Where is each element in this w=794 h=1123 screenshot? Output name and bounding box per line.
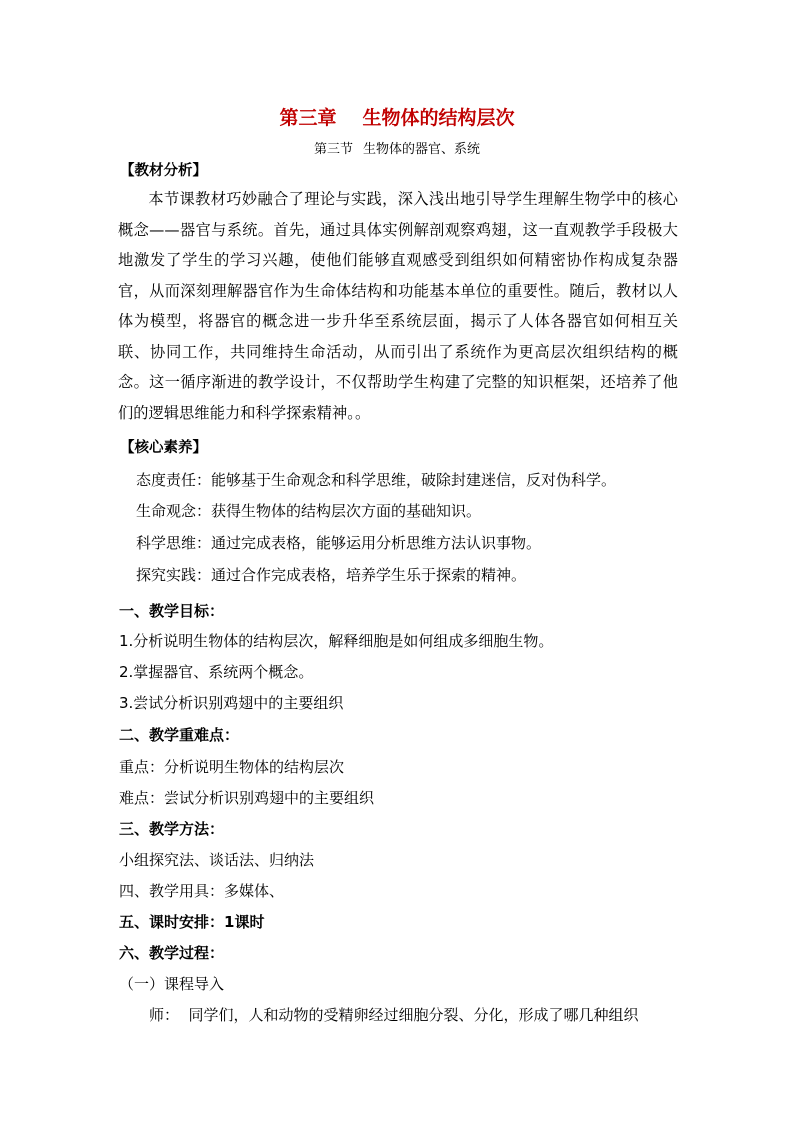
methods-heading: 三、教学方法： — [119, 820, 225, 838]
teacher-line: 师： 同学们，人和动物的受精卵经过细胞分裂、分化，形成了哪几种组织 — [149, 1006, 639, 1024]
literacy-item: 探究实践：通过合作完成表格，培养学生乐于探索的精神。 — [136, 566, 527, 584]
key-points-heading: 二、教学重难点： — [119, 726, 240, 744]
objective-item: 3.尝试分析识别鸡翅中的主要组织 — [119, 694, 344, 712]
section-title — [0, 140, 794, 160]
methods-text: 小组探究法、谈话法、归纳法 — [119, 851, 315, 869]
process-subheading: （一）课程导入 — [119, 975, 225, 993]
objective-item: 2.掌握器官、系统两个概念。 — [119, 663, 314, 681]
chapter-name: 生物体的结构层次 — [362, 107, 515, 129]
chapter-label: 第三章 — [279, 107, 337, 129]
section-label: 第三节 — [313, 142, 353, 157]
objectives-heading: 一、教学目标： — [119, 602, 225, 620]
tools-line: 四、教学用具：多媒体、 — [119, 882, 285, 900]
literacy-heading: 【核心素养】 — [120, 440, 207, 456]
difficult-point: 难点：尝试分析识别鸡翅中的主要组织 — [119, 789, 375, 807]
section-name: 生物体的器官、系统 — [363, 142, 481, 157]
analysis-heading: 【教材分析】 — [120, 163, 207, 179]
literacy-item: 态度责任：能够基于生命观念和科学思维，破除封建迷信，反对伪科学。 — [136, 471, 617, 489]
chapter-title — [0, 105, 794, 131]
analysis-paragraph: 本节课教材巧妙融合了理论与实践，深入浅出地引导学生理解生物学中的核心概念——器官与系统。首先，通过具体实例解剖观察鸡翅，这一直观教学手段极大地激发了学生的学习兴趣，使他们能够直观感受到组织如何精密协作构成复杂器官，从而深刻理解器官作为生命体结构和功能基本单位的重要性。随后，教材以人体为模型，将器官的概念进一步升华至系统层面，揭示了人体各器官如何相互关联、协同工作，共同维持生命活动，从而引出了系统作为更高层次组织结构的概念。这一循序渐进的教学设计，不仅帮助学生构建了完整的知识框架，还培养了他们的逻辑思维能力和科学探索精神。。 — [118, 190, 678, 422]
literacy-item: 科学思维：通过完成表格，能够运用分析思维方法认识事物。 — [136, 534, 542, 552]
objective-item: 1.分析说明生物体的结构层次，解释细胞是如何组成多细胞生物。 — [119, 632, 554, 650]
literacy-item: 生命观念：获得生物体的结构层次方面的基础知识。 — [136, 502, 482, 520]
schedule-line: 五、课时安排：1课时 — [119, 913, 265, 931]
process-heading: 六、教学过程： — [119, 944, 225, 962]
key-point: 重点：分析说明生物体的结构层次 — [119, 758, 345, 776]
